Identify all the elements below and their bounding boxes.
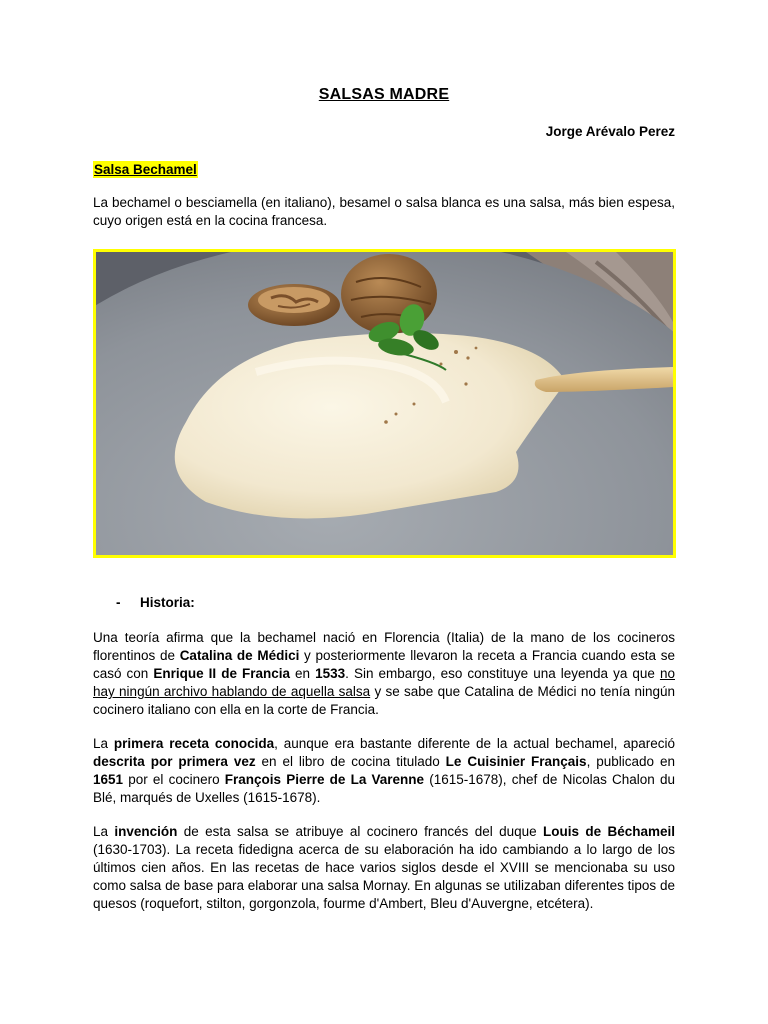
bullet-label: Historia:	[140, 595, 195, 610]
bechamel-sauce-photo	[96, 252, 673, 555]
paragraph-first-recipe: La primera receta conocida, aunque era bastante diferente de la actual bechamel, apareció descrita por primera vez en el libro de cocina titulado Le Cuisinier Français, publicado en 1651 por el cocinero François Pierre de La Varenne (1615-1678), chef de Nicolas Chalon du Blé, marqués de Uxelles (1615-1678).	[93, 736, 675, 805]
page-title: SALSAS MADRE	[318, 86, 450, 103]
section-heading: Salsa Bechamel	[94, 162, 197, 177]
bullet-historia	[116, 595, 195, 610]
bullet-marker: -	[116, 595, 121, 610]
paragraph-invention: La invención de esta salsa se atribuye al cocinero francés del duque Louis de Béchameil (1630-1703). La receta fidedigna acerca de su elaboración ha ido cambiando a lo largo de los últimos cien años. En las recetas de hace varios siglos desde el XVIII se mencionaba su uso como salsa de base para elaborar una salsa Mornay. En algunas se utilizaban diferentes tipos de quesos (roquefort, stilton, gorgonzola, fourme d'Ambert, Bleu d'Auvergne, etcétera).	[93, 824, 675, 911]
author-name: Jorge Arévalo Perez	[545, 124, 675, 139]
intro-paragraph: La bechamel o besciamella (en italiano), besamel o salsa blanca es una salsa, más bien espesa, cuyo origen está en la cocina francesa.	[93, 195, 675, 228]
paragraph-theory: Una teoría afirma que la bechamel nació en Florencia (Italia) de la mano de los cocineros florentinos de Catalina de Médici y posteriormente llevaron la receta a Francia cuando esta se casó con Enrique II de Francia en 1533. Sin embargo, eso constituye una leyenda ya que no hay ningún archivo hablando de aquella salsa y se sabe que Catalina de Médici no tenía ningún cocinero italiano con ella en la corte de Francia.	[93, 630, 675, 717]
bechamel-figure	[93, 249, 676, 558]
